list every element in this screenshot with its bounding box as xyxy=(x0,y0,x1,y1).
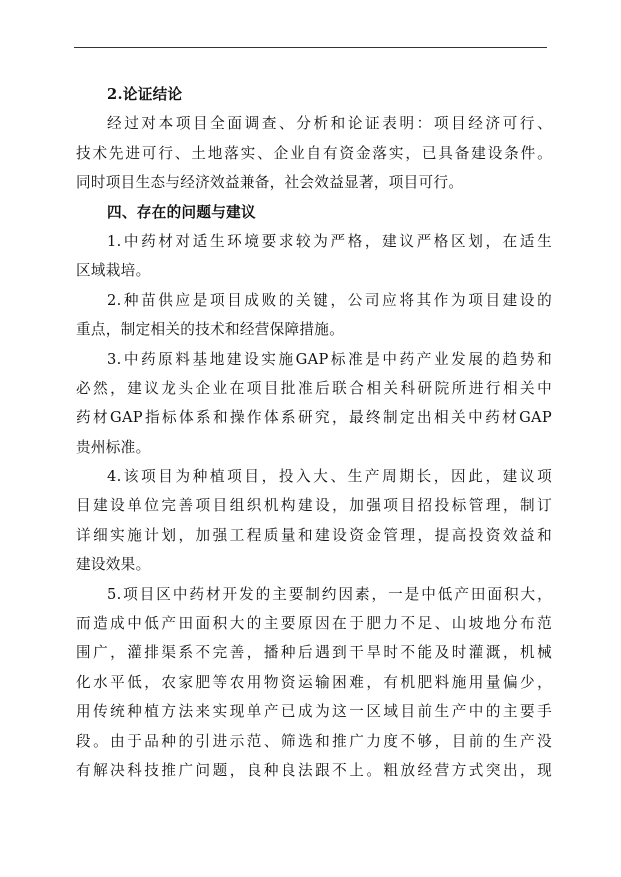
list-item-line: 有解决科技推广问题，良种良法跟不上。粗放经营方式突出，现 xyxy=(76,761,552,779)
list-item-line: 必然，建议龙头企业在项目批准后联合相关科研院所进行相关中 xyxy=(76,379,552,397)
paragraph-line: 技术先进可行、土地落实、企业自有资金落实，已具备建设条件。 xyxy=(76,144,552,162)
list-item-line: 化水平低，农家肥等农用物资运输困难，有机肥料施用量偏少， xyxy=(76,673,552,691)
list-item-line: 1.中药材对适生环境要求较为严格，建议严格区划，在适生 xyxy=(107,232,552,250)
list-item-line: 重点，制定相关的技术和经营保障措施。 xyxy=(76,321,345,339)
header-rule xyxy=(74,47,547,48)
list-item-line: 药材GAP指标体系和操作体系研究，最终制定出相关中药材GAP xyxy=(76,409,552,427)
list-item-line: 段。由于品种的引进示范、筛选和推广力度不够，目前的生产没 xyxy=(76,732,552,750)
list-item-line: 贵州标准。 xyxy=(76,438,151,456)
document-body xyxy=(76,80,552,785)
list-item-line: 详细实施计划，加强工程质量和建设资金管理，提高投资效益和 xyxy=(76,526,552,544)
list-item-line: 2.种苗供应是项目成败的关键，公司应将其作为项目建设的 xyxy=(107,291,552,309)
list-item-line: 3.中药原料基地建设实施GAP标准是中药产业发展的趋势和 xyxy=(107,350,552,368)
section-heading-issues: 四、存在的问题与建议 xyxy=(107,203,256,221)
list-item-line: 用传统种植方法来实现单产已成为这一区域目前生产中的主要手 xyxy=(76,703,552,721)
list-item-line: 而造成中低产田面积大的主要原因在于肥力不足、山坡地分布范 xyxy=(76,615,552,633)
list-item-line: 建设效果。 xyxy=(76,556,151,574)
list-item-line: 目建设单位完善项目组织机构建设，加强项目招投标管理，制订 xyxy=(76,497,552,515)
paragraph-line: 同时项目生态与经济效益兼备，社会效益显著，项目可行。 xyxy=(76,174,464,192)
section-heading-conclusion: 2.论证结论 xyxy=(107,86,183,103)
list-item-line: 区域栽培。 xyxy=(76,262,151,280)
list-item-line: 围广，灌排渠系不完善，播种后遇到干旱时不能及时灌溉，机械 xyxy=(76,644,552,662)
list-item-line: 4.该项目为种植项目，投入大、生产周期长，因此，建议项 xyxy=(107,468,552,486)
paragraph-line: 经过对本项目全面调查、分析和论证表明：项目经济可行、 xyxy=(107,115,552,133)
list-item-line: 5.项目区中药材开发的主要制约因素，一是中低产田面积大， xyxy=(107,585,552,603)
